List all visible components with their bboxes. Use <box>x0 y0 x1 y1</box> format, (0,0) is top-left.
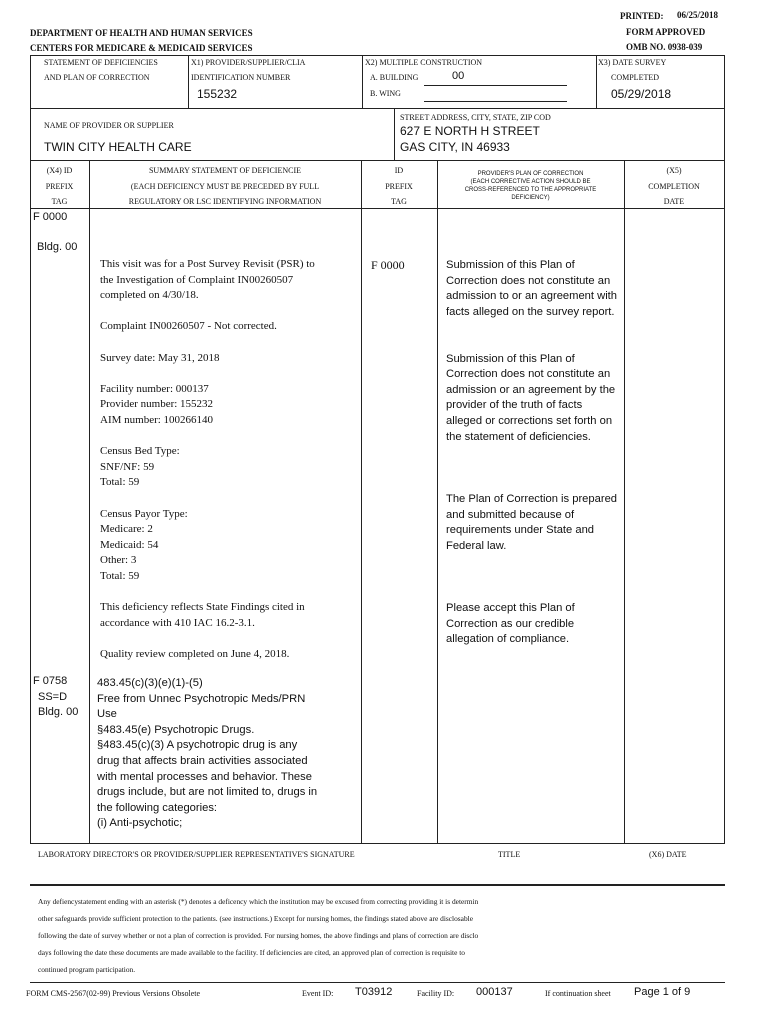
plan-line <box>446 476 622 492</box>
top-table-rule <box>30 108 725 109</box>
provider-id-value: 155232 <box>197 87 238 101</box>
tag-f0758: F 0758 <box>33 675 68 687</box>
table-divider <box>394 108 395 160</box>
date-survey-value: 05/29/2018 <box>611 87 672 101</box>
summary-text-2 <box>97 676 359 832</box>
plan-line: Submission of this Plan of <box>446 259 575 271</box>
plan-line <box>446 461 622 477</box>
facility-id-label: Facility ID: <box>417 989 455 998</box>
plan-line: The Plan of Correction is prepared <box>446 492 618 505</box>
footnote-line: continued program participation. <box>38 965 136 974</box>
regulation-line: (i) Anti-psychotic; <box>97 817 183 830</box>
table-border <box>724 108 725 160</box>
multiple-construction-label: X2) MULTIPLE CONSTRUCTION <box>365 58 483 67</box>
summary-line: Provider number: 155232 <box>100 398 214 411</box>
provider-name: TWIN CITY HEALTH CARE <box>44 140 192 154</box>
poc-header-3: CROSS-REFERENCED TO THE APPROPRIATE <box>464 187 597 193</box>
x5-header-2: COMPLETION <box>648 182 700 191</box>
summary-line: Medicare: 2 <box>100 523 153 536</box>
summary-header: SUMMARY STATEMENT OF DEFICIENCIE <box>148 166 302 175</box>
provider-id-label-2: IDENTIFICATION NUMBER <box>191 73 291 82</box>
column-divider <box>624 160 625 843</box>
x4-header: (X4) ID <box>46 166 73 175</box>
footnote-line: days following the date these documents are made available to the facility. If deficiencies are cited, an approved plan of correction is requisite to <box>38 948 465 957</box>
wing-underline <box>424 101 567 102</box>
summary-line: Census Payor Type: <box>100 507 188 520</box>
summary-line <box>100 335 355 351</box>
table-border <box>30 108 31 160</box>
building-underline <box>424 85 567 86</box>
regulation-line: Use <box>97 708 117 721</box>
facility-id-value: 000137 <box>476 986 513 998</box>
provider-name-label: NAME OF PROVIDER OR SUPPLIER <box>44 121 174 130</box>
regulation-line: §483.45(e) Psychotropic Drugs. <box>97 723 255 736</box>
id-header-2: PREFIX <box>385 182 413 191</box>
printed-label: PRINTED: <box>620 11 664 21</box>
summary-line <box>100 584 355 600</box>
summary-text-1 <box>100 257 355 662</box>
plan-line: Correction does not constitute an <box>446 274 611 287</box>
statement-label-2: AND PLAN OF CORRECTION <box>44 73 150 82</box>
id-header: ID <box>394 166 404 175</box>
summary-line: AIM number: 100266140 <box>100 413 214 426</box>
event-id-value: T03912 <box>355 986 393 998</box>
tag-bldg-2: Bldg. 00 <box>38 706 79 718</box>
id-header-3: TAG <box>391 197 407 206</box>
column-divider <box>361 160 362 843</box>
summary-line <box>100 631 355 647</box>
column-divider <box>437 160 438 843</box>
footer-rule <box>30 982 725 983</box>
plan-line: admission to or an agreement with <box>446 290 618 303</box>
plan-line: Correction does not constitute an <box>446 368 611 381</box>
top-table-rule <box>30 160 725 161</box>
omb-number: OMB NO. 0938-039 <box>626 42 703 52</box>
department-title: DEPARTMENT OF HEALTH AND HUMAN SERVICES <box>30 28 253 38</box>
top-table-rule <box>30 55 725 56</box>
table-divider <box>188 55 189 108</box>
footnote-line: other safeguards provide sufficient protection to the patients. (see instructions.) Except for nursing homes, the findings stated above are disclosable <box>38 914 473 923</box>
column-header-rule <box>30 208 725 209</box>
summary-line: SNF/NF: 59 <box>100 460 155 473</box>
summary-line: accordance with 410 IAC 16.2-3.1. <box>100 616 255 629</box>
continuation-label: If continuation sheet <box>545 989 611 998</box>
tag-severity: SS=D <box>38 691 68 703</box>
plan-line: Federal law. <box>446 539 507 552</box>
address-line-1: 627 E NORTH H STREET <box>400 124 540 138</box>
summary-line: Total: 59 <box>100 569 140 582</box>
provider-id-label: X1) PROVIDER/SUPPLIER/CLIA <box>191 58 306 67</box>
plan-line: the statement of deficiencies. <box>446 430 591 443</box>
summary-line: This visit was for a Post Survey Revisit (PSR) to <box>100 258 315 270</box>
x5-header: (X5) <box>666 166 682 175</box>
plan-line: Please accept this Plan of <box>446 602 575 615</box>
plan-line: and submitted because of <box>446 508 575 521</box>
wing-label: B. WING <box>370 89 401 98</box>
summary-line: Survey date: May 31, 2018 <box>100 351 220 364</box>
plan-line <box>446 585 622 601</box>
summary-line: completed on 4/30/18. <box>100 289 199 302</box>
summary-line: Total: 59 <box>100 476 140 489</box>
event-id-label: Event ID: <box>302 989 334 998</box>
plan-line <box>446 445 622 461</box>
plan-line: admission or an agreement by the <box>446 383 616 396</box>
summary-line: Complaint IN00260507 - Not corrected. <box>100 320 277 333</box>
x4-header-2: PREFIX <box>45 182 74 191</box>
plan-line <box>446 570 622 586</box>
table-border <box>30 55 31 108</box>
date-survey-label: X3) DATE SURVEY <box>598 58 667 67</box>
summary-line: Other: 3 <box>100 554 137 567</box>
building-label: A. BUILDING <box>370 73 419 82</box>
x5-header-3: DATE <box>663 197 685 206</box>
date-completed-label: COMPLETED <box>611 73 659 82</box>
statement-label: STATEMENT OF DEFICIENCIES <box>44 58 158 67</box>
regulation-line: Free from Unnec Psychotropic Meds/PRN <box>97 692 306 705</box>
summary-line <box>100 304 355 320</box>
signature-label: LABORATORY DIRECTOR'S OR PROVIDER/SUPPLIER REPRESENTATIVE'S SIGNATURE <box>38 850 355 859</box>
footnote <box>38 893 728 978</box>
regulation-line: §483.45(c)(3) A psychotropic drug is any <box>97 739 298 752</box>
signature-bottom-rule <box>30 884 725 886</box>
summary-line: Census Bed Type: <box>100 445 180 458</box>
regulation-line: 483.45(c)(3)(e)(1)-(5) <box>97 677 203 689</box>
regulation-line: the following categories: <box>97 801 218 814</box>
plan-line <box>446 554 622 570</box>
plan-line: Correction as our credible <box>446 617 575 630</box>
summary-line <box>100 491 355 507</box>
column-divider <box>89 160 90 843</box>
form-approved: FORM APPROVED <box>626 27 706 37</box>
footnote-line: following the date of survey whether or not a plan of correction is provided. For nursing homes, the above findings and plans of correction are disclo <box>38 931 479 940</box>
regulation-line: drug that affects brain activities associated <box>97 754 308 767</box>
building-value: 00 <box>452 70 465 82</box>
form-number: FORM CMS-2567(02-99) Previous Versions Obsolete <box>26 989 201 998</box>
table-border <box>724 55 725 108</box>
summary-line: the Investigation of Complaint IN00260507 <box>100 273 294 286</box>
tag-bldg-1: Bldg. 00 <box>37 241 78 253</box>
summary-line: Quality review completed on June 4, 2018. <box>100 647 290 660</box>
regulation-line: with mental processes and behavior. These <box>97 770 312 783</box>
plan-line: facts alleged on the survey report. <box>446 305 615 318</box>
id-tag-f0000: F 0000 <box>371 258 405 272</box>
table-border <box>724 160 725 843</box>
page-number: Page 1 of 9 <box>634 986 691 998</box>
summary-line <box>100 366 355 382</box>
summary-line: This deficiency reflects State Findings cited in <box>100 601 305 614</box>
plan-line: provider of the truth of facts <box>446 399 583 412</box>
x4-header-3: TAG <box>51 197 68 206</box>
plan-line <box>446 320 622 336</box>
plan-line: allegation of compliance. <box>446 633 570 646</box>
poc-header-2: (EACH CORRECTIVE ACTION SHOULD BE <box>470 179 591 185</box>
poc-header-4: DEFICIENCY) <box>511 195 550 201</box>
table-divider <box>596 55 597 108</box>
plan-of-correction-text <box>446 258 622 648</box>
centers-title: CENTERS FOR MEDICARE & MEDICAID SERVICES <box>30 43 253 53</box>
plan-line: alleged or corrections set forth on <box>446 414 613 427</box>
footnote-line: Any defiencystatement ending with an asterisk (*) denotes a deficency which the institution may be excused from correcting providing it is determin <box>38 897 479 906</box>
title-label: TITLE <box>498 850 521 859</box>
address-label: STREET ADDRESS, CITY, STATE, ZIP COD <box>400 113 551 122</box>
plan-line: Submission of this Plan of <box>446 352 575 365</box>
poc-header: PROVIDER'S PLAN OF CORRECTION <box>477 171 584 177</box>
summary-header-2: (EACH DEFICIENCY MUST BE PRECEDED BY FULL <box>130 182 320 191</box>
summary-line: Facility number: 000137 <box>100 382 209 395</box>
printed-date: 06/25/2018 <box>677 10 719 20</box>
plan-line: requirements under State and <box>446 524 595 537</box>
summary-line: Medicaid: 54 <box>100 538 159 551</box>
summary-header-3: REGULATORY OR LSC IDENTIFYING INFORMATION <box>128 197 322 206</box>
signature-top-rule <box>30 843 725 844</box>
tag-f0000: F 0000 <box>33 211 68 223</box>
regulation-line: drugs include, but are not limited to, drugs in <box>97 786 318 799</box>
summary-line <box>100 429 355 445</box>
address-line-2: GAS CITY, IN 46933 <box>400 140 510 154</box>
table-divider <box>362 55 363 108</box>
table-border <box>30 160 31 843</box>
x6-date-label: (X6) DATE <box>649 850 687 859</box>
plan-line <box>446 336 622 352</box>
